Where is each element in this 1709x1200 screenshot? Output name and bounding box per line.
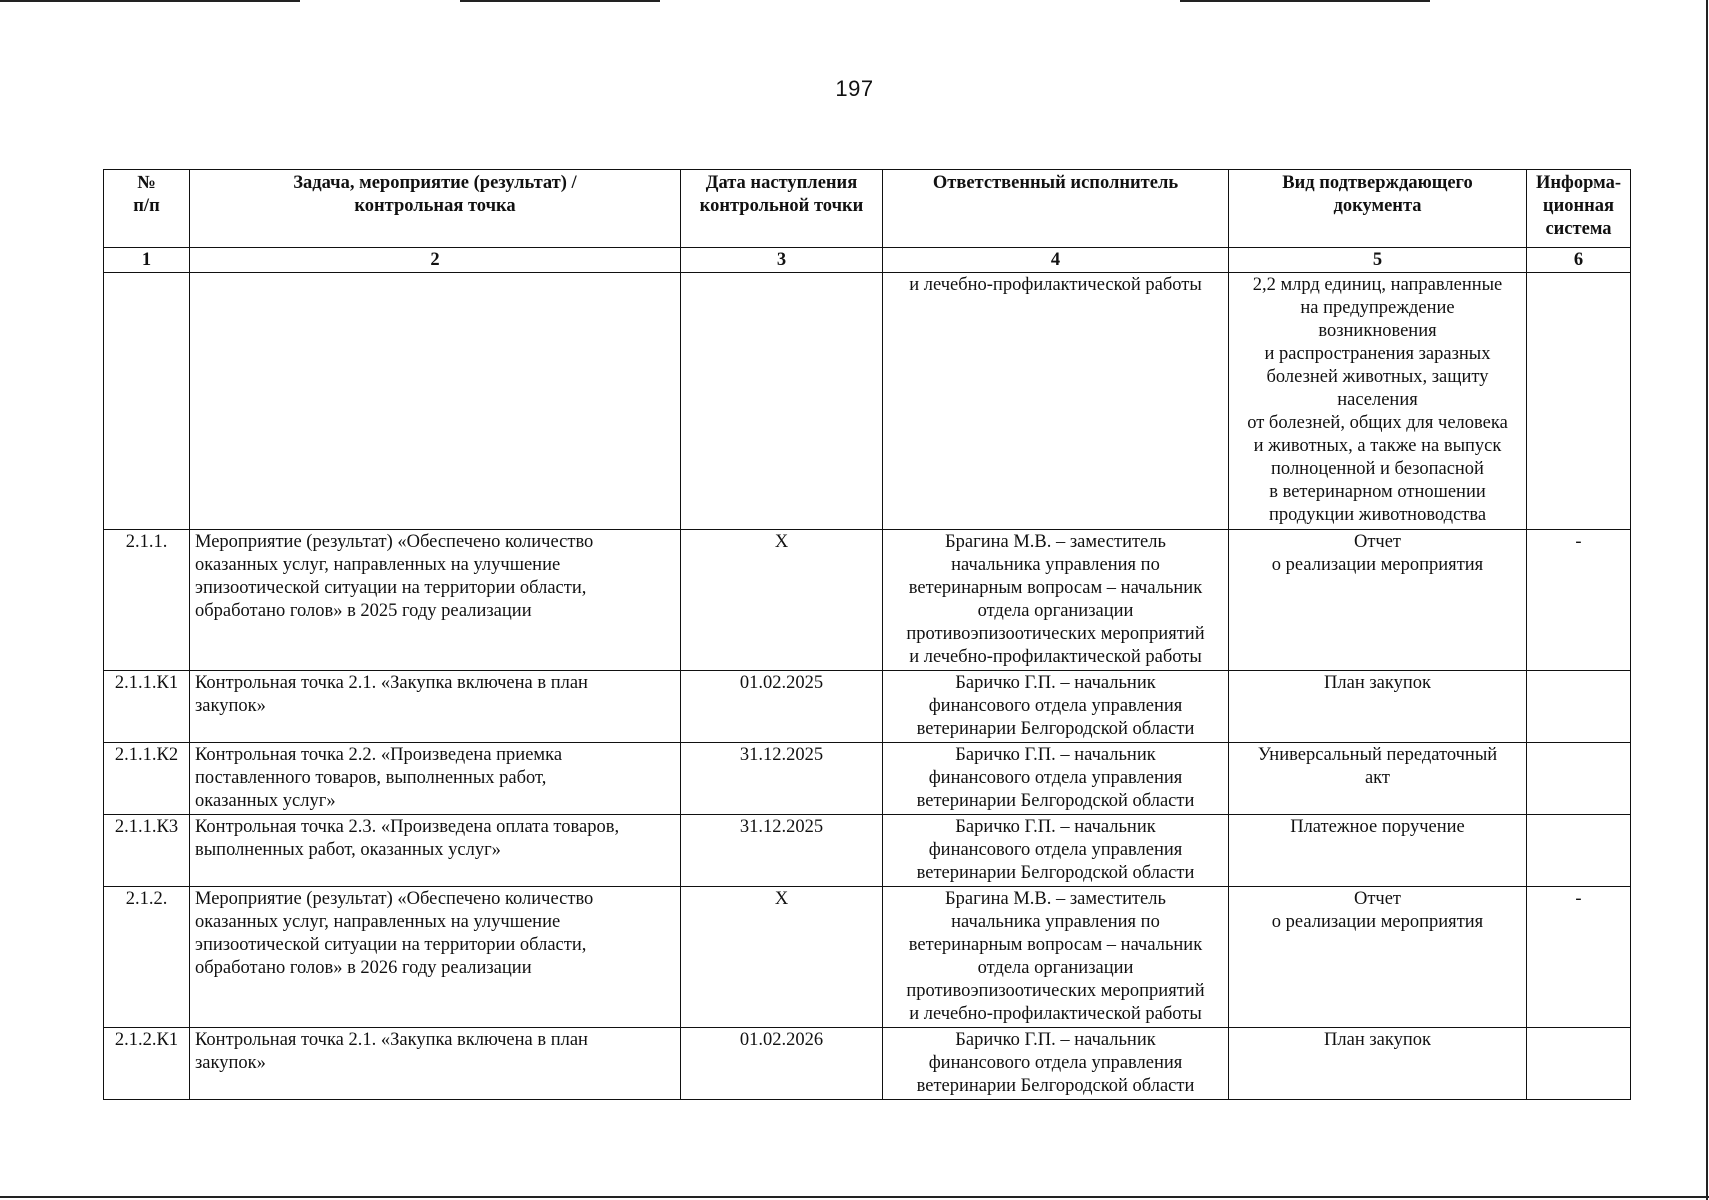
cell-text-line: финансового отдела управления [928,1053,1183,1073]
cell-info-system [1527,815,1631,887]
cell-text-line: 2,2 млрд единиц, направленные [1252,275,1503,295]
control-points-table [103,169,1631,1100]
header-number [104,170,190,248]
header-date [681,170,883,248]
cell-text-line: и лечебно-профилактической работы [909,647,1202,667]
cell-task [190,530,681,671]
column-number: 1 [104,248,190,273]
header-info-system [1527,170,1631,248]
cell-text-line: Контрольная точка 2.2. «Произведена приемка [195,745,563,765]
cell-text-line: выполненных работ, оказанных услуг» [195,840,501,860]
cell-number: 2.1.1. [104,530,190,671]
scan-edge-top-center [460,0,660,2]
column-number: 6 [1527,248,1631,273]
page-number: 197 [835,76,874,101]
column-number: 4 [883,248,1229,273]
cell-task [190,671,681,743]
cell-responsible [883,887,1229,1028]
cell-text-line: начальника управления по [951,912,1160,932]
header-text-line: № [137,173,156,193]
cell-task [190,815,681,887]
header-text-line: Ответственный исполнитель [932,173,1179,193]
cell-document [1229,530,1527,671]
table-row [104,887,1631,1028]
cell-text-line: План закупок [1324,1030,1431,1050]
cell-text-line: ветеринарии Белгородской области [916,719,1195,739]
cell-responsible [883,671,1229,743]
cell-text-line: ветеринарии Белгородской области [916,863,1195,883]
cell-number [104,273,190,530]
table-header-row [104,170,1631,248]
cell-document [1229,743,1527,815]
cell-text-line: закупок» [195,696,266,716]
header-text-line: контрольной точки [699,196,864,216]
header-task [190,170,681,248]
scan-edge-top-left [0,0,300,2]
cell-text-line: обработано голов» в 2025 году реализации [195,601,532,621]
cell-responsible [883,1028,1229,1100]
cell-text-line: на предупреждение [1300,298,1455,318]
cell-info-system: - [1527,530,1631,671]
cell-text-line: противоэпизоотических мероприятий [906,624,1205,644]
cell-text-line: населения [1337,390,1418,410]
header-text-line: ционная [1542,196,1615,216]
table-row [104,743,1631,815]
cell-text-line: противоэпизоотических мероприятий [906,981,1205,1001]
cell-text-line: Контрольная точка 2.1. «Закупка включена в план [195,673,588,693]
cell-document [1229,815,1527,887]
cell-text-line: эпизоотической ситуации на территории области, [195,935,587,955]
column-number: 5 [1229,248,1527,273]
cell-text-line: продукции животноводства [1268,505,1487,525]
header-document [1229,170,1527,248]
cell-text-line: эпизоотической ситуации на территории области, [195,578,587,598]
cell-text-line: обработано голов» в 2026 году реализации [195,958,532,978]
table-row [104,671,1631,743]
scan-edge-bottom [0,1196,1709,1198]
cell-text-line: отдела организации [977,958,1134,978]
header-text-line: контрольная точка [354,196,516,216]
cell-number: 2.1.1.К1 [104,671,190,743]
cell-text-line: Мероприятие (результат) «Обеспечено количество [195,532,594,552]
cell-task [190,273,681,530]
cell-text-line: полноценной и безопасной [1271,459,1484,479]
cell-text-line: оказанных услуг, направленных на улучшение [195,555,561,575]
cell-text-line: и лечебно-профилактической работы [909,1004,1202,1024]
scan-edge-right [1706,0,1708,1200]
cell-text-line: отдела организации [977,601,1134,621]
header-text-line: система [1545,219,1612,239]
cell-text-line: Отчет [1353,889,1402,909]
cell-text-line: возникновения [1318,321,1437,341]
header-responsible [883,170,1229,248]
header-text-line: документа [1333,196,1422,216]
column-number: 3 [681,248,883,273]
cell-text-line: о реализации мероприятия [1271,555,1484,575]
cell-info-system [1527,273,1631,530]
header-text-line: п/п [133,196,160,216]
table-row [104,815,1631,887]
column-number-row [104,248,1631,273]
cell-text-line: Баричко Г.П. – начальник [955,817,1156,837]
cell-text-line: Отчет [1353,532,1402,552]
cell-text-line: Контрольная точка 2.3. «Произведена оплата товаров, [195,817,620,837]
scan-edge-top-right [1180,0,1430,2]
cell-text-line: Контрольная точка 2.1. «Закупка включена в план [195,1030,588,1050]
cell-text-line: финансового отдела управления [928,840,1183,860]
cell-task [190,743,681,815]
cell-date [681,273,883,530]
cell-responsible [883,815,1229,887]
header-text-line: Задача, мероприятие (результат) / [293,173,577,193]
cell-date: 01.02.2026 [681,1028,883,1100]
cell-text-line: Мероприятие (результат) «Обеспечено количество [195,889,594,909]
cell-number: 2.1.2. [104,887,190,1028]
cell-number: 2.1.2.К1 [104,1028,190,1100]
cell-document [1229,887,1527,1028]
cell-task [190,1028,681,1100]
cell-text-line: болезней животных, защиту [1266,367,1489,387]
header-text-line: Информа- [1536,173,1621,193]
cell-document [1229,1028,1527,1100]
cell-text-line: и распространения заразных [1264,344,1491,364]
cell-text-line: оказанных услуг, направленных на улучшение [195,912,561,932]
cell-text-line: Баричко Г.П. – начальник [955,673,1156,693]
cell-date: Х [681,530,883,671]
cell-text-line: о реализации мероприятия [1271,912,1484,932]
table-row [104,1028,1631,1100]
cell-text-line: Баричко Г.П. – начальник [955,745,1156,765]
cell-date: 31.12.2025 [681,743,883,815]
cell-text-line: финансового отдела управления [928,768,1183,788]
cell-text-line: акт [1364,768,1391,788]
cell-text-line: Универсальный передаточный [1257,745,1498,765]
cell-responsible [883,743,1229,815]
cell-text-line: поставленного товаров, выполненных работ, [195,768,547,788]
cell-text-line: ветеринарным вопросам – начальник [908,578,1203,598]
cell-text-line: и животных, а также на выпуск [1253,436,1502,456]
cell-text-line: Платежное поручение [1290,817,1465,837]
table-row [104,530,1631,671]
cell-info-system [1527,743,1631,815]
cell-responsible [883,530,1229,671]
cell-document [1229,273,1527,530]
cell-responsible [883,273,1229,530]
cell-number: 2.1.1.К3 [104,815,190,887]
cell-info-system [1527,671,1631,743]
cell-text-line: ветеринарии Белгородской области [916,1076,1195,1096]
cell-document [1229,671,1527,743]
cell-text-line: План закупок [1324,673,1431,693]
table-row [104,273,1631,530]
cell-text-line: закупок» [195,1053,266,1073]
cell-task [190,887,681,1028]
cell-text-line: начальника управления по [951,555,1160,575]
cell-text-line: ветеринарии Белгородской области [916,791,1195,811]
cell-text-line: Брагина М.В. – заместитель [945,889,1166,909]
cell-info-system: - [1527,887,1631,1028]
cell-info-system [1527,1028,1631,1100]
cell-date: Х [681,887,883,1028]
header-text-line: Дата наступления [705,173,858,193]
cell-text-line: оказанных услуг» [195,791,336,811]
cell-text-line: финансового отдела управления [928,696,1183,716]
cell-text-line: Брагина М.В. – заместитель [945,532,1166,552]
cell-date: 01.02.2025 [681,671,883,743]
cell-number: 2.1.1.К2 [104,743,190,815]
header-text-line: Вид подтверждающего [1282,173,1473,193]
cell-date: 31.12.2025 [681,815,883,887]
column-number: 2 [190,248,681,273]
cell-text-line: от болезней, общих для человека [1247,413,1508,433]
cell-text-line: ветеринарным вопросам – начальник [908,935,1203,955]
cell-text-line: Баричко Г.П. – начальник [955,1030,1156,1050]
cell-text-line: и лечебно-профилактической работы [909,275,1202,295]
cell-text-line: в ветеринарном отношении [1269,482,1486,502]
